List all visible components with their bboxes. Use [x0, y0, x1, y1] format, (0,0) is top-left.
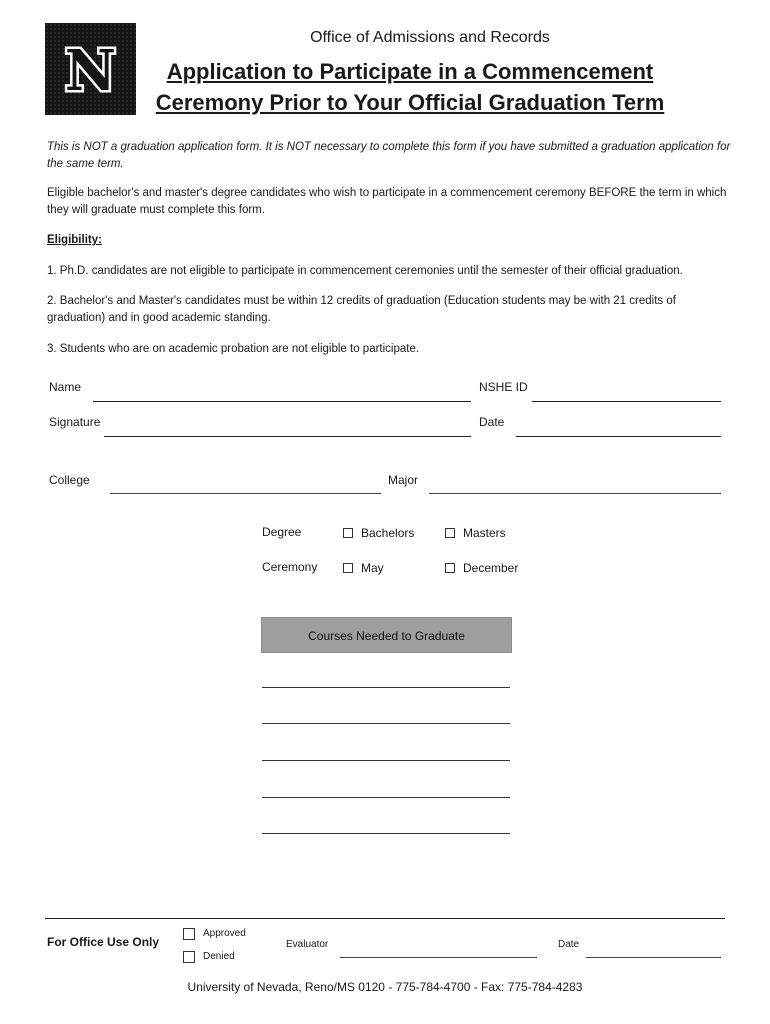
office-date-field[interactable] [586, 957, 721, 958]
eligibility-rule-3: 3. Students who are on academic probation are not eligible to participate. [47, 343, 420, 355]
bachelors-label: Bachelors [361, 526, 415, 540]
svg-text:N: N [64, 38, 117, 104]
course-line-3[interactable] [262, 760, 510, 761]
denied-label: Denied [203, 951, 235, 962]
course-line-4[interactable] [262, 797, 510, 798]
eligibility-rule-2: 2. Bachelor's and Master's candidates must be within 12 credits of graduation (Education students may be with 21 credits of graduation) and in good academic standing. [47, 295, 676, 324]
may-checkbox[interactable] [343, 563, 353, 573]
form-title-line-1: Application to Participate in a Commencement [166, 59, 654, 84]
nshe-id-field[interactable] [532, 401, 721, 402]
office-date-label: Date [558, 939, 580, 950]
name-label: Name [49, 380, 82, 394]
may-label: May [361, 561, 384, 575]
form-title-line-2: Ceremony Prior to Your Official Graduation Term [155, 90, 665, 115]
courses-heading: Courses Needed to Graduate [261, 617, 512, 653]
bachelors-checkbox[interactable] [343, 528, 353, 538]
date-field[interactable] [516, 436, 721, 437]
course-line-1[interactable] [262, 687, 510, 688]
ceremony-label: Ceremony [262, 560, 318, 574]
approved-label: Approved [203, 928, 246, 939]
approved-checkbox[interactable] [183, 928, 195, 940]
signature-label: Signature [49, 415, 101, 429]
major-label: Major [388, 473, 419, 487]
signature-field[interactable] [104, 436, 471, 437]
notice-text: This is NOT a graduation application form. It is NOT necessary to complete this form if you have submitted a graduation application for the same term. [47, 141, 731, 170]
course-line-5[interactable] [262, 833, 510, 834]
masters-label: Masters [463, 526, 506, 540]
course-line-2[interactable] [262, 723, 510, 724]
masters-checkbox[interactable] [445, 528, 455, 538]
december-label: December [463, 561, 519, 575]
evaluator-field[interactable] [340, 957, 537, 958]
eligibility-heading: Eligibility: [47, 234, 102, 246]
block-n-logo-icon [45, 23, 136, 115]
form-title [130, 56, 690, 118]
eligible-text: Eligible bachelor's and master's degree candidates who wish to participate in a commencement ceremony BEFORE the term in which they will graduate must complete this form. [47, 187, 727, 216]
denied-checkbox[interactable] [183, 951, 195, 963]
office-use-label: For Office Use Only [47, 935, 160, 949]
office-use-divider [45, 918, 725, 919]
eligibility-rule-1: 1. Ph.D. candidates are not eligible to participate in commencement ceremonies until the semester of their official graduation. [47, 265, 683, 277]
evaluator-label: Evaluator [286, 939, 329, 950]
footer-address: University of Nevada, Reno/MS 0120 - 775-784-4700 - Fax: 775-784-4283 [187, 980, 583, 994]
office-name: Office of Admissions and Records [310, 29, 550, 46]
college-field[interactable] [110, 493, 381, 494]
major-field[interactable] [429, 493, 721, 494]
date-label: Date [479, 415, 505, 429]
college-label: College [49, 473, 90, 487]
nshe-id-label: NSHE ID [479, 380, 528, 394]
december-checkbox[interactable] [445, 563, 455, 573]
university-logo [45, 23, 136, 115]
degree-label: Degree [262, 525, 302, 539]
name-field[interactable] [93, 401, 471, 402]
